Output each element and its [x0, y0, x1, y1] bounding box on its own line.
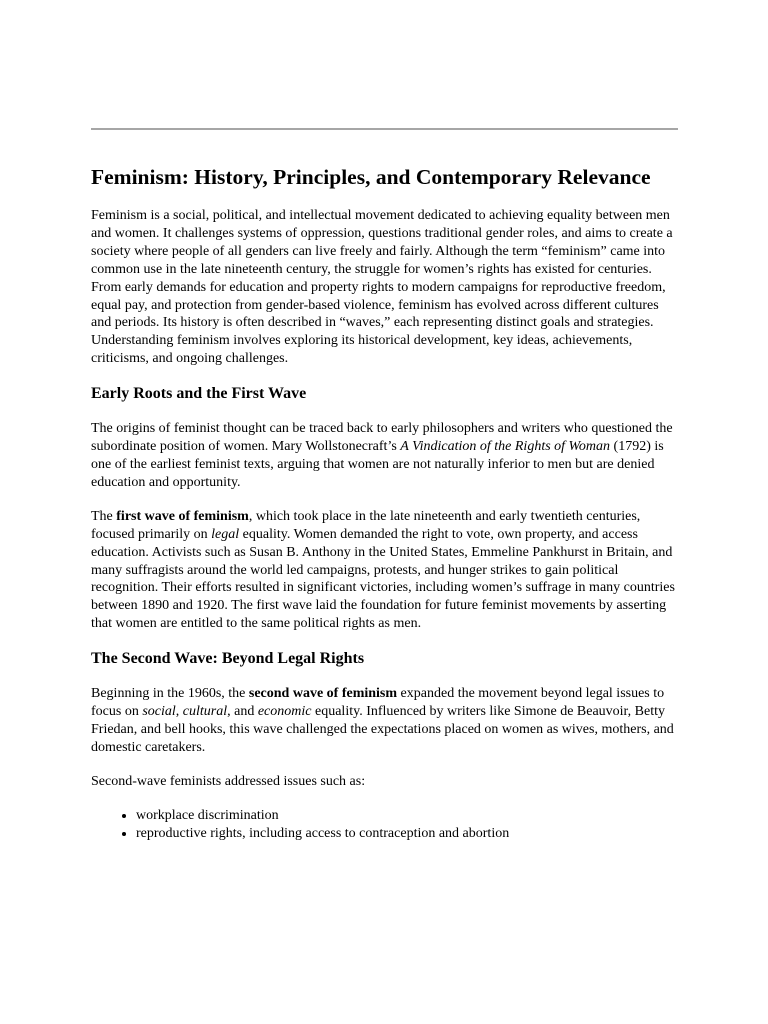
bold-term: first wave of feminism	[116, 508, 249, 524]
italic-term: cultural	[182, 704, 228, 720]
text-run: (1792) is one of the earliest feminist texts, arguing that women are not naturally inferior to men but are denied education and opportunity.	[91, 439, 664, 490]
first-wave-paragraph-1	[91, 420, 679, 492]
italic-term: economic	[257, 704, 312, 720]
text-run: equality. Women demanded the right to vote, own property, and access education. Activists such as Susan B. Anthony in the United States, Emmeline Pankhurst in Britain, and many suffragists around the world led campaigns, protests, and hunger strikes to gain political recognition. Their efforts resulted in significant victories, including women’s suffrage in many countries between 1890 and 1920. The first wave laid the foundation for future feminist movements by asserting that women are entitled to the same political rights as men.	[91, 526, 675, 632]
italic-term: legal	[211, 526, 240, 542]
issues-list	[91, 807, 679, 843]
text-run: expanded the movement beyond legal issues to focus on	[91, 686, 665, 720]
text-run: ,	[175, 704, 183, 720]
list-item: • workplace discrimination	[136, 807, 679, 825]
bold-term: second wave of feminism	[248, 686, 398, 702]
text-run: , and	[227, 704, 258, 720]
text-run: The	[91, 508, 117, 524]
intro-paragraph: Feminism is a social, political, and intellectual movement dedicated to achieving equality between men and women. It challenges systems of oppression, questions traditional gender roles, and aims to create a society where people of all genders can live freely and fairly. Although the term “feminism” came into common use in the late nineteenth century, the struggle for women’s rights has existed for centuries. From early demands for education and property rights to modern campaigns for reproductive freedom, equal pay, and protection from gender-based violence, feminism has evolved across different cultures and periods. Its history is often described in “waves,” each representing distinct goals and strategies. Understanding feminism involves exploring its historical development, key ideas, achievements, criticisms, and ongoing challenges.	[91, 208, 673, 367]
second-wave-paragraph-2: Second-wave feminists addressed issues such as:	[91, 773, 366, 789]
text-run: equality. Influenced by writers like Simone de Beauvoir, Betty Friedan, and bell hooks, this wave challenged the expectations placed on women as wives, mothers, and domestic caretakers.	[91, 704, 674, 755]
second-wave-paragraph-1	[91, 685, 679, 757]
italic-term: social	[142, 704, 176, 720]
text-run: , which took place in the late nineteenth and early twentieth centuries, focused primarily on	[91, 508, 641, 542]
horizontal-rule	[91, 128, 678, 130]
document-content	[91, 164, 679, 842]
first-wave-paragraph-2	[91, 508, 679, 633]
book-title: A Vindication of the Rights of Woman	[400, 439, 611, 455]
text-run: The origins of feminist thought can be traced back to early philosophers and writers who questioned the subordinate position of women. Mary Wollstonecraft’s	[91, 421, 673, 455]
section-heading-second-wave: The Second Wave: Beyond Legal Rights	[91, 650, 365, 668]
list-item: • reproductive rights, including access to contraception and abortion	[136, 825, 679, 843]
section-heading-first-wave: Early Roots and the First Wave	[91, 385, 307, 403]
document-title: Feminism: History, Principles, and Contemporary Relevance	[91, 165, 651, 189]
text-run: Beginning in the 1960s, the	[91, 686, 249, 702]
